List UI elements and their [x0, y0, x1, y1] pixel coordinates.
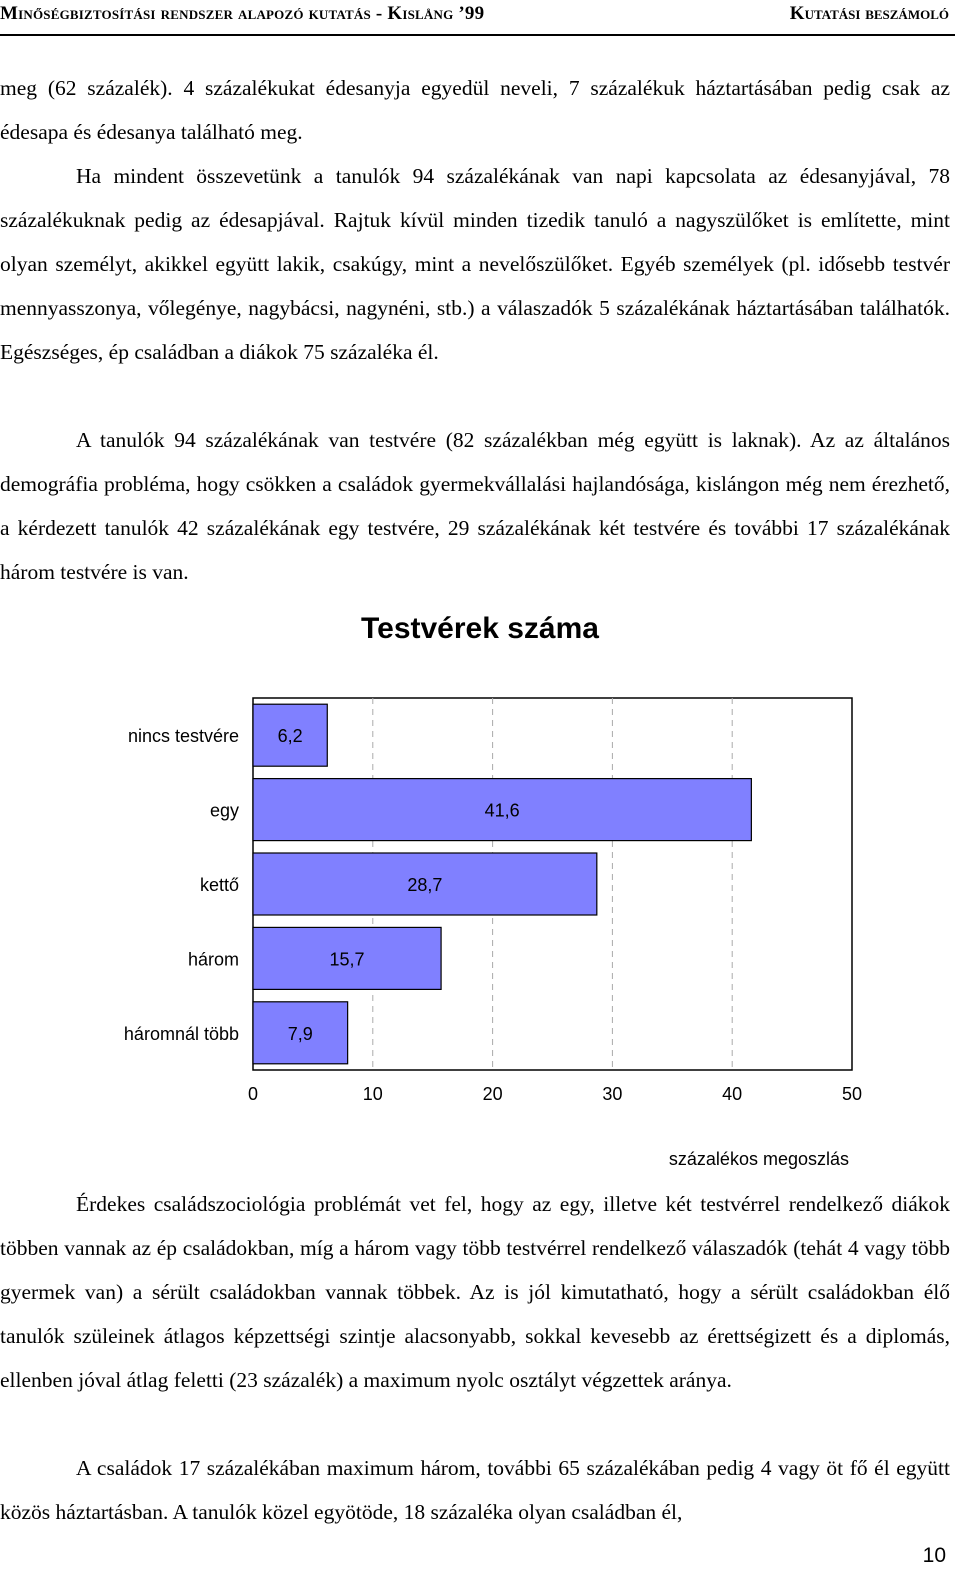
body-paragraph: Ha mindent összevetünk a tanulók 94 százalékának van napi kapcsolata az édesanyjával, 78 százalékuknak pedig az édesapjával. Rajtuk kívül minden tizedik tanuló a nagyszülőket is említette, mint olyan személyt, akikkel együtt lakik, csakúgy, mint a nevelőszülőket. Egyéb személyek (pl. idősebb testvér mennyasszonya, vőlegénye, nagybácsi, nagynéni, stb.) a válaszadók 5 százalékának háztartásában találhatók. Egészséges, ép családban a diákok 75 százaléka él.	[0, 164, 950, 364]
category-label: nincs testvére	[127, 726, 239, 747]
body-paragraph: A családok 17 százalékában maximum három, további 65 százalékában pedig 4 vagy öt fő él együtt közös háztartásban. A tanulók közel egyötöde, 18 százaléka olyan családban él,	[0, 1456, 950, 1524]
category-label: kettő	[199, 875, 239, 895]
category-label: háromnál több	[123, 1023, 239, 1044]
x-tick-label: 30	[602, 1084, 623, 1104]
header-report-type: Kutatási beszámoló	[789, 3, 949, 24]
page-header	[0, 0, 955, 36]
x-tick-label: 10	[362, 1084, 383, 1104]
data-label: 15,7	[329, 949, 365, 970]
chart-title: Testvérek száma	[361, 612, 599, 645]
header-title: Minőségbiztosítási rendszer alapozó kutatás - Kislång ’99	[0, 3, 485, 24]
data-label: 28,7	[407, 875, 443, 895]
x-tick-label: 40	[722, 1084, 743, 1104]
x-axis-label: százalékos megoszlás	[668, 1149, 849, 1169]
bar-chart	[0, 680, 960, 1180]
x-tick-label: 0	[247, 1084, 259, 1104]
data-label: 7,9	[287, 1023, 313, 1044]
body-paragraph: Érdekes családszociológia problémát vet fel, hogy az egy, illetve két testvérrel rendelkező diákok többen vannak az ép családokban, míg a három vagy több testvérrel rendelkező válaszadók (tehát 4 vagy több gyermek van) a sérült családokban vannak többek. Az is jól kimutatható, hogy a sérült családokban élő tanulók szüleinek átlagos képzettségi szintje alacsonyabb, sokkal kevesebb az érettségizett és a diplomás, ellenben jóval átlag feletti (23 százalék) a maximum nyolc osztályt végzettek aránya.	[0, 1192, 950, 1392]
data-label: 6,2	[277, 726, 303, 747]
x-tick-label: 50	[841, 1084, 863, 1104]
x-tick-label: 20	[482, 1084, 503, 1104]
category-label: három	[187, 949, 239, 970]
body-paragraph: meg (62 százalék). 4 százalékukat édesanyja egyedül neveli, 7 százalékuk háztartásában pedig csak az édesapa és édesanya található meg.	[0, 76, 950, 144]
category-label: egy	[209, 800, 239, 821]
body-paragraph: A tanulók 94 százalékának van testvére (82 százalékban még együtt is laknak). Az az általános demográfia probléma, hogy csökken a családok gyermekvállalási hajlandósága, kislángon még nem érezhető, a kérdezett tanulók 42 százalékának egy testvére, 29 százalékának két testvére és további 17 százalékának három testvére is van.	[0, 428, 950, 584]
page-number: 10	[922, 1544, 946, 1567]
data-label: 41,6	[484, 800, 520, 821]
